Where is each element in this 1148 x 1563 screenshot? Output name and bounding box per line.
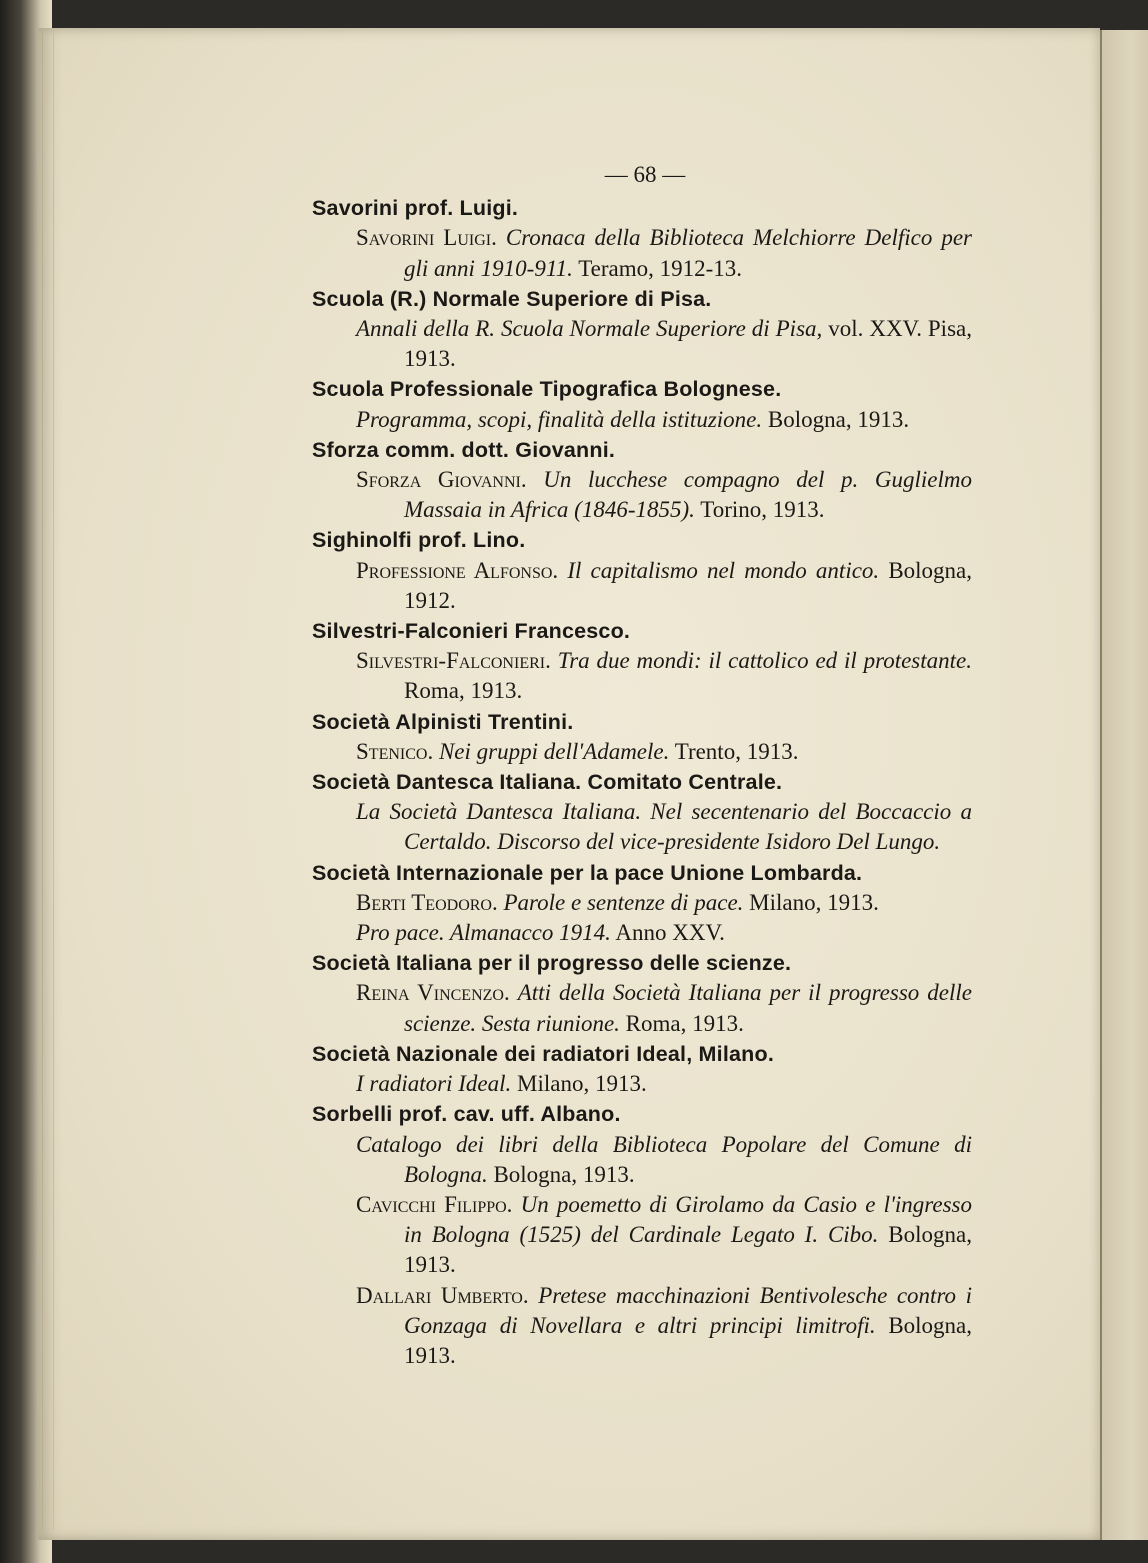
item-title: Nei gruppi dell'Adamele.: [438, 738, 670, 764]
item-title: I radiatori Ideal.: [356, 1071, 512, 1097]
item-author: Cavicchi Filippo.: [356, 1191, 513, 1217]
bibliography-item: [312, 405, 972, 435]
item-pub: Bologna, 1913.: [404, 1312, 973, 1368]
entry-heading: Scuola (R.) Normale Superiore di Pisa.: [312, 286, 712, 311]
item-author: Silvestri-Falconieri.: [356, 648, 551, 674]
bibliography-item: [312, 737, 972, 767]
item-pub: Anno XXV.: [615, 920, 725, 946]
entry-heading: Società Alpinisti Trentini.: [312, 709, 574, 734]
item-title: Atti della Società Italiana per il progresso delle scienze. Sesta riunione.: [404, 980, 972, 1036]
item-title: Pretese macchinazioni Bentivolesche contro i Gonzaga di Novellara e altri principi limitrofi.: [404, 1282, 972, 1338]
item-title: Cronaca della Biblioteca Melchiorre Delfico per gli anni 1910-911.: [404, 225, 973, 281]
bibliography-item: [312, 556, 972, 616]
bibliography-item: [312, 1190, 972, 1281]
item-title: Tra due mondi: il cattolico ed il protestante.: [557, 648, 972, 674]
entry-heading: Silvestri-Falconieri Francesco.: [312, 619, 631, 644]
item-pub: Roma, 1913.: [404, 678, 523, 704]
bibliography-item: [312, 314, 972, 374]
item-pub: Milano, 1913.: [517, 1071, 647, 1097]
entry-heading: Società Nazionale dei radiatori Ideal, Milano.: [312, 1041, 775, 1066]
entry-heading: Sighinolfi prof. Lino.: [312, 528, 526, 553]
bibliography-item: [312, 888, 972, 918]
item-title: Un poemetto di Girolamo da Casio e l'ingresso in Bologna (1525) del Cardinale Legato I. Cibo.: [404, 1191, 973, 1248]
item-author: Professione Alfonso.: [356, 557, 559, 583]
bibliography-item: [312, 797, 972, 857]
item-title: Catalogo dei libri della Biblioteca Popolare del Comune di Bologna.: [356, 1131, 972, 1187]
item-title: Programma, scopi, finalità della istituzione.: [356, 406, 763, 432]
item-author: Savorini Luigi.: [356, 225, 497, 251]
page-number: — 68 —: [604, 162, 686, 187]
item-pub: Bologna, 1913.: [404, 1222, 972, 1278]
item-title: Un lucchese compagno del p. Guglielmo Massaia in Africa (1846-1855).: [404, 467, 972, 523]
entry-heading: Società Internazionale per la pace Unione Lombarda.: [312, 860, 863, 885]
bibliography-item: [312, 1130, 972, 1190]
entry-heading: Società Dantesca Italiana. Comitato Centrale.: [312, 770, 783, 795]
item-title: Parole e sentenze di pace.: [503, 889, 744, 915]
item-pub: Roma, 1913.: [625, 1010, 744, 1036]
item-pub: Torino, 1913.: [700, 497, 825, 523]
item-pub: Trento, 1913.: [674, 738, 799, 764]
bibliography-item: [312, 646, 972, 706]
item-title: Annali della R. Scuola Normale Superiore di Pisa,: [356, 316, 823, 342]
bibliography-item: [312, 465, 972, 525]
page-stack-edge: [42, 30, 54, 1530]
item-pub: Bologna, 1913.: [767, 406, 910, 432]
item-pub: Bologna, 1913.: [493, 1161, 635, 1187]
entry-heading: Società Italiana per il progresso delle scienze.: [312, 951, 792, 976]
item-author: Reina Vincenzo.: [356, 980, 510, 1006]
entry-heading: Scuola Professionale Tipografica Bolognese.: [312, 377, 782, 402]
bibliography-item: [312, 223, 972, 283]
item-author: Dallari Umberto.: [356, 1282, 529, 1308]
item-title: Pro pace. Almanacco 1914.: [356, 920, 611, 946]
bibliography-item: [312, 1069, 972, 1099]
item-author: Berti Teodoro.: [356, 889, 498, 915]
entry-heading: Sorbelli prof. cav. uff. Albano.: [312, 1102, 621, 1127]
item-author: Stenico.: [356, 738, 434, 764]
bibliography-item: [312, 978, 972, 1038]
item-title: Il capitalismo nel mondo antico.: [567, 557, 880, 583]
entry-heading: Savorini prof. Luigi.: [312, 196, 519, 221]
item-pub: Teramo, 1912-13.: [578, 255, 743, 281]
facing-page-edge: [1100, 30, 1148, 1540]
item-pub: vol. XXV. Pisa, 1913.: [404, 316, 972, 372]
page-text-block: [312, 160, 972, 1371]
item-title: La Società Dantesca Italiana. Nel secentenario del Boccaccio a Certaldo. Discorso del vice-presidente Isidoro Del Lungo.: [356, 799, 972, 855]
item-pub: Milano, 1913.: [749, 889, 879, 915]
bibliography-item: [312, 918, 972, 948]
entry-heading: Sforza comm. dott. Giovanni.: [312, 437, 616, 462]
item-author: Sforza Giovanni.: [356, 467, 527, 493]
bibliography-item: [312, 1281, 972, 1372]
item-pub: Bologna, 1912.: [404, 557, 973, 613]
